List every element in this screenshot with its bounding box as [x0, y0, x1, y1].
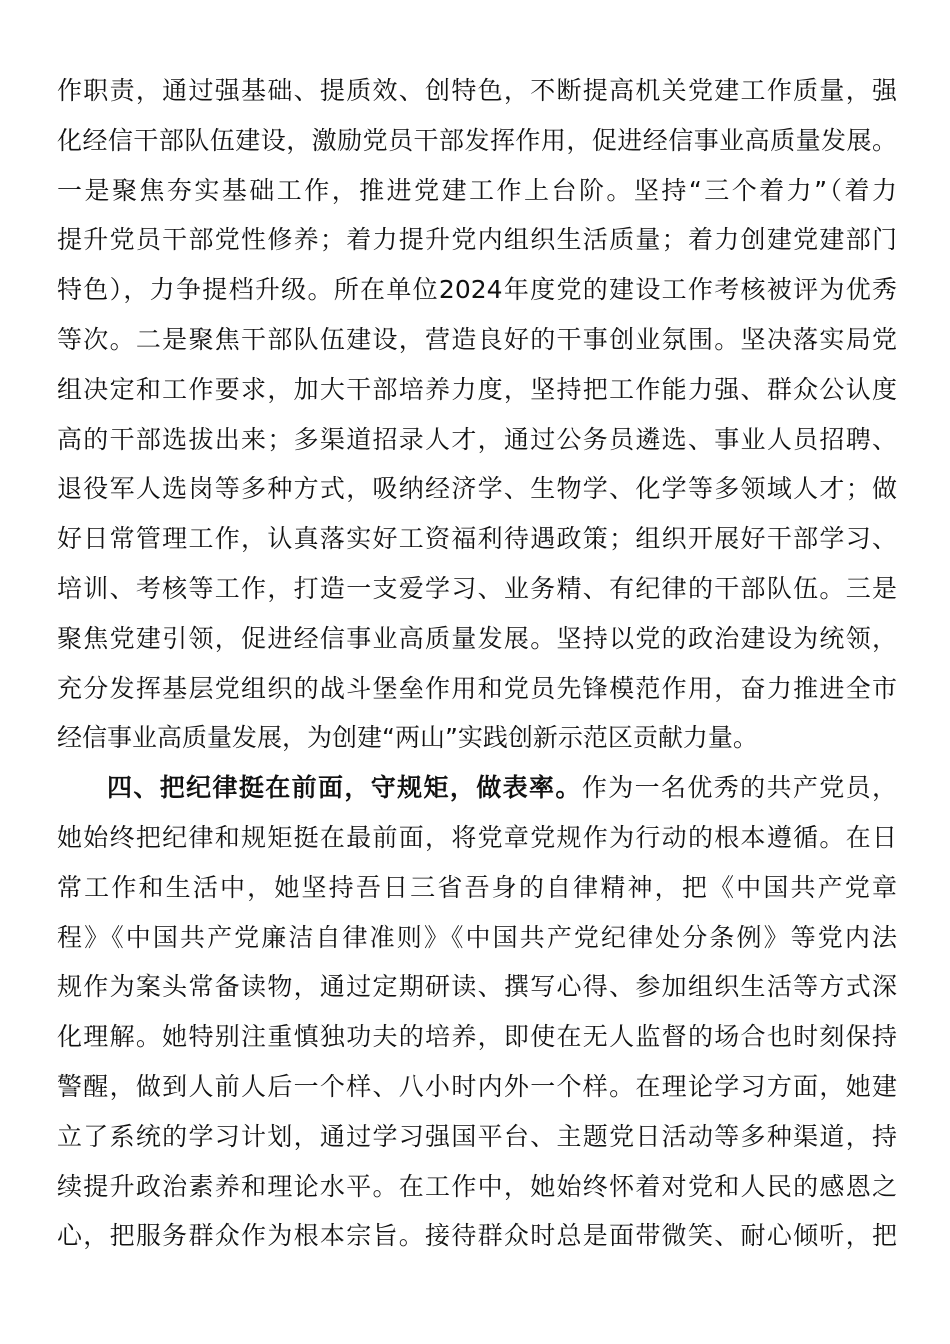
text-line: 提升党员干部党性修养；着力提升党内组织生活质量；着力创建党建部门: [57, 225, 897, 255]
text-line: 警醒，做到人前人后一个样、八小时内外一个样。在理论学习方面，她建: [57, 1071, 897, 1101]
section-4-first-line-text: 作为一名优秀的共产党员，: [581, 773, 897, 803]
text-line: 化经信干部队伍建设，激励党员干部发挥作用，促进经信事业高质量发展。: [57, 125, 897, 155]
section-4-heading: 四、把纪律挺在前面，守规矩，做表率。: [107, 773, 582, 803]
text-line: 一是聚焦夯实基础工作，推进党建工作上台阶。坚持“三个着力”（着力: [57, 175, 897, 205]
text-line: 好日常管理工作，认真落实好工资福利待遇政策；组织开展好干部学习、: [57, 524, 897, 554]
text-line: 续提升政治素养和理论水平。在工作中，她始终怀着对党和人民的感恩之: [57, 1171, 897, 1201]
text-line: 她始终把纪律和规矩挺在最前面，将党章党规作为行动的根本遵循。在日: [57, 822, 897, 852]
text-line: 组决定和工作要求，加大干部培养力度，坚持把工作能力强、群众公认度: [57, 374, 897, 404]
text-line: 培训、考核等工作，打造一支爱学习、业务精、有纪律的干部队伍。三是: [57, 573, 897, 603]
text-line: 高的干部选拔出来；多渠道招录人才，通过公务员遴选、事业人员招聘、: [57, 424, 897, 454]
text-line: 作职责，通过强基础、提质效、创特色，不断提高机关党建工作质量，强: [57, 76, 897, 105]
section-4-first-line: [57, 763, 897, 813]
text-line: 聚焦党建引领，促进经信事业高质量发展。坚持以党的政治建设为统领，: [57, 623, 897, 653]
document-body: [57, 66, 897, 1261]
text-line: 心，把服务群众作为根本宗旨。接待群众时总是面带微笑、耐心倾听，把: [57, 1221, 897, 1251]
text-line: 充分发挥基层党组织的战斗堡垒作用和党员先锋模范作用，奋力推进全市: [57, 673, 897, 703]
text-line: 常工作和生活中，她坚持吾日三省吾身的自律精神，把《中国共产党章: [57, 872, 897, 902]
text-line: 规作为案头常备读物，通过定期研读、撰写心得、参加组织生活等方式深: [57, 972, 897, 1002]
text-line: 经信事业高质量发展，为创建“两山”实践创新示范区贡献力量。: [57, 723, 758, 753]
text-line: 立了系统的学习计划，通过学习强国平台、主题党日活动等多种渠道，持: [57, 1121, 897, 1151]
text-line: 退役军人选岗等多种方式，吸纳经济学、生物学、化学等多领域人才；做: [57, 474, 897, 504]
text-line: 化理解。她特别注重慎独功夫的培养，即使在无人监督的场合也时刻保持: [57, 1022, 897, 1052]
text-line: 等次。二是聚焦干部队伍建设，营造良好的干事创业氛围。坚决落实局党: [57, 324, 897, 354]
text-line: 程》《中国共产党廉洁自律准则》《中国共产党纪律处分条例》等党内法: [57, 922, 897, 952]
text-line: 特色），力争提档升级。所在单位2024年度党的建设工作考核被评为优秀: [57, 275, 897, 305]
